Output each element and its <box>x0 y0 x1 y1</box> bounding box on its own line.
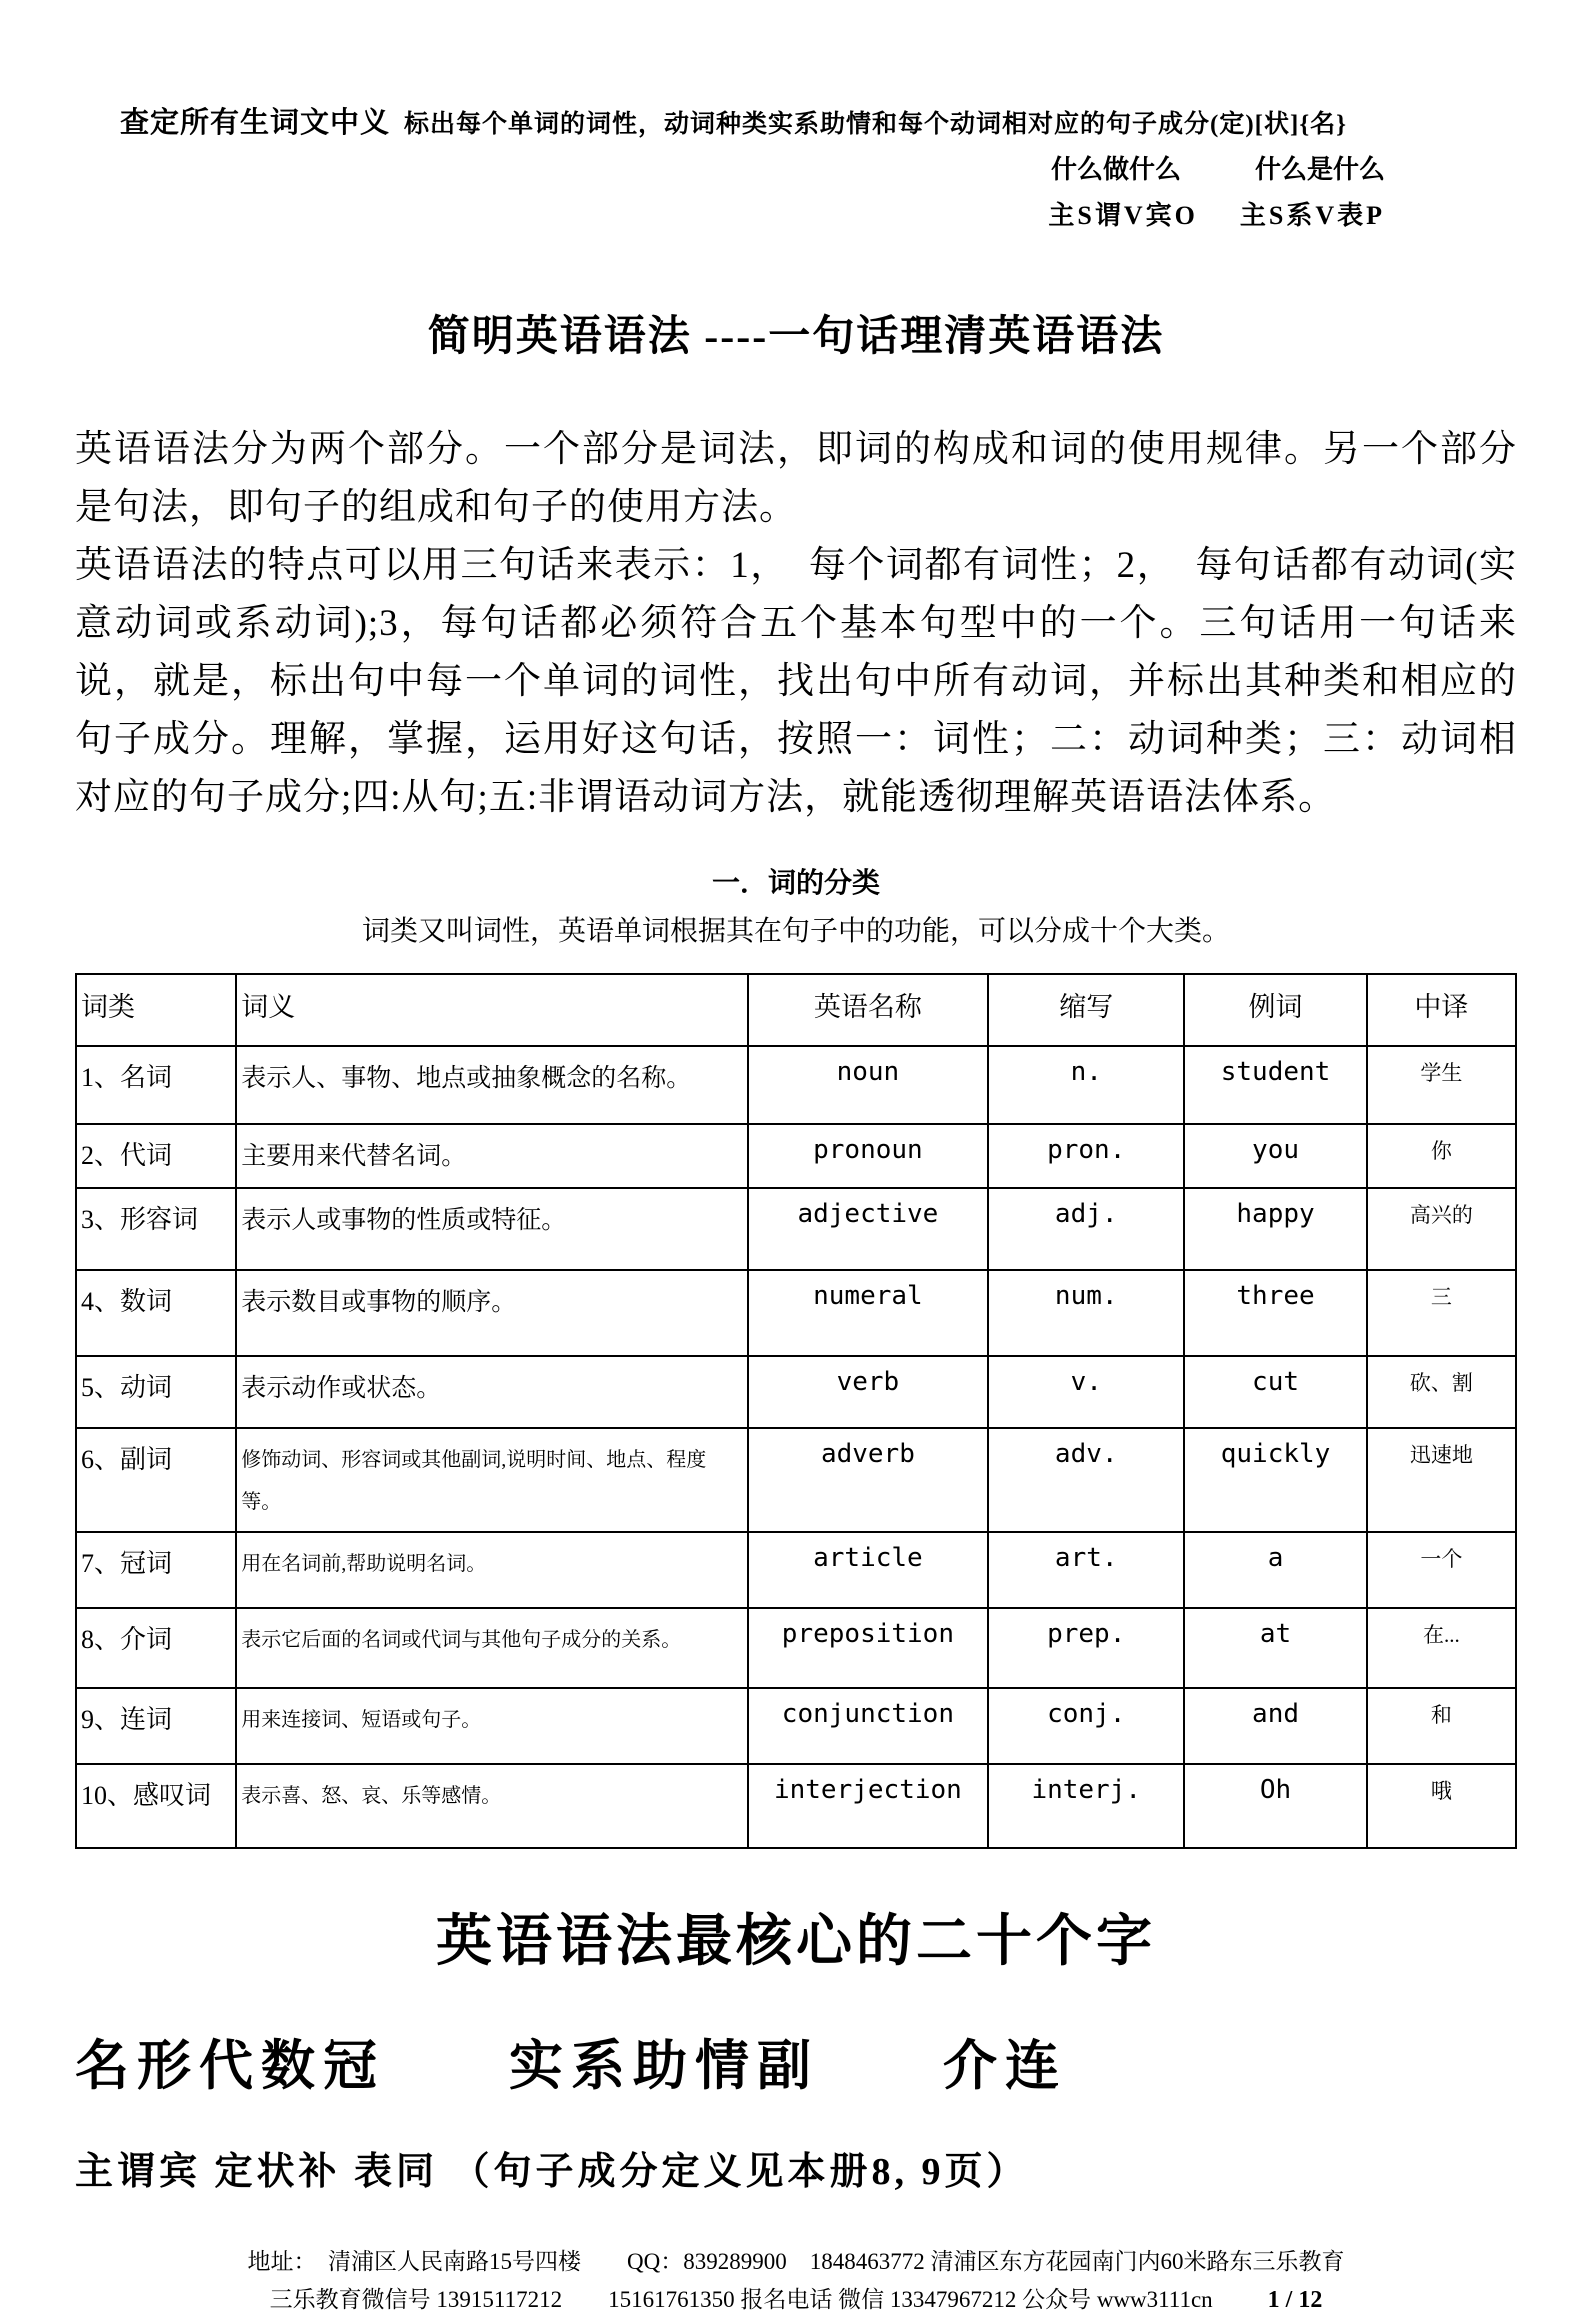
annotation-line-2 <box>75 147 1385 193</box>
column-header: 词类 <box>76 974 236 1046</box>
table-cell: num. <box>988 1270 1184 1356</box>
table-cell: pronoun <box>748 1124 988 1188</box>
table-row <box>76 1124 1516 1188</box>
table-row <box>76 1046 1516 1124</box>
annotation-rest: 标出每个单词的词性，动词种类实系助情和每个动词相对应的句子成分(定)[状]{名} <box>404 111 1348 138</box>
table-cell: 表示喜、怒、哀、乐等感情。 <box>236 1764 747 1848</box>
column-header: 中译 <box>1367 974 1516 1046</box>
page-title: 简明英语语法 ----一句话理清英语语法 <box>427 314 1165 360</box>
table-cell: quickly <box>1184 1428 1366 1532</box>
table-row <box>76 1764 1516 1848</box>
table-cell: at <box>1184 1608 1366 1688</box>
table-cell: 学生 <box>1367 1046 1516 1124</box>
table-row <box>76 1270 1516 1356</box>
footer-line-2 <box>75 2281 1517 2319</box>
table-cell: 表示动作或状态。 <box>236 1356 747 1428</box>
table-cell: 5、动词 <box>76 1356 236 1428</box>
table-cell: art. <box>988 1532 1184 1608</box>
table-cell: and <box>1184 1688 1366 1764</box>
table-cell: cut <box>1184 1356 1366 1428</box>
table-cell: interjection <box>748 1764 988 1848</box>
table-cell: 哦 <box>1367 1764 1516 1848</box>
table-cell: 和 <box>1367 1688 1516 1764</box>
table-row <box>76 1688 1516 1764</box>
table-cell: 表示数目或事物的顺序。 <box>236 1270 747 1356</box>
page-number: 1 / 12 <box>1267 2287 1323 2314</box>
footer-line-1: 地址： 清浦区人民南路15号四楼 QQ：839289900 1848463772 清浦区东方花园南门内60米路东三乐教育 <box>247 2249 1345 2275</box>
core-line-1: 名形代数冠 实系助情副 介连 <box>75 2036 1067 2097</box>
table-cell: Oh <box>1184 1764 1366 1848</box>
annotation-right-block <box>75 147 1517 239</box>
table-cell: three <box>1184 1270 1366 1356</box>
intro-paragraphs <box>75 421 1517 827</box>
table-cell: verb <box>748 1356 988 1428</box>
table-cell: 主要用来代替名词。 <box>236 1124 747 1188</box>
what-is-what: 什么是什么 <box>1254 155 1385 184</box>
svp-pattern: 主S系V表P <box>1239 201 1385 230</box>
table-cell: 1、名词 <box>76 1046 236 1124</box>
column-header: 缩写 <box>988 974 1184 1046</box>
annotation-lead: 查定所有生词文中义 <box>120 107 391 139</box>
table-cell: 表示人或事物的性质或特征。 <box>236 1188 747 1270</box>
pos-table-head <box>76 974 1516 1046</box>
table-cell: preposition <box>748 1608 988 1688</box>
table-cell: adj. <box>988 1188 1184 1270</box>
annotation-line-3 <box>75 193 1385 239</box>
table-cell: 在... <box>1367 1608 1516 1688</box>
table-cell: a <box>1184 1532 1366 1608</box>
column-header: 词义 <box>236 974 747 1046</box>
table-row <box>76 1428 1516 1532</box>
table-cell: pron. <box>988 1124 1184 1188</box>
table-cell: adverb <box>748 1428 988 1532</box>
table-row <box>76 1608 1516 1688</box>
table-cell: conjunction <box>748 1688 988 1764</box>
table-cell: noun <box>748 1046 988 1124</box>
core-twenty-title: 英语语法最核心的二十个字 <box>436 1910 1156 1973</box>
section-heading: 一．词的分类 <box>711 868 880 899</box>
table-cell: 9、连词 <box>76 1688 236 1764</box>
table-row <box>76 1532 1516 1608</box>
what-does-what: 什么做什么 <box>1050 155 1181 184</box>
table-cell: 7、冠词 <box>76 1532 236 1608</box>
annotation-line-1 <box>75 100 1517 141</box>
table-cell: n. <box>988 1046 1184 1124</box>
table-cell: 你 <box>1367 1124 1516 1188</box>
table-cell: you <box>1184 1124 1366 1188</box>
table-cell: 高兴的 <box>1367 1188 1516 1270</box>
table-cell: 用来连接词、短语或句子。 <box>236 1688 747 1764</box>
table-cell: article <box>748 1532 988 1608</box>
table-row <box>76 1356 1516 1428</box>
table-cell: 4、数词 <box>76 1270 236 1356</box>
column-header: 例词 <box>1184 974 1366 1046</box>
table-header-row <box>76 974 1516 1046</box>
table-cell: conj. <box>988 1688 1184 1764</box>
table-cell: 6、副词 <box>76 1428 236 1532</box>
core-line-2: 主谓宾 定状补 表同 （句子成分定义见本册8, 9页） <box>75 2151 1029 2194</box>
table-cell: 8、介词 <box>76 1608 236 1688</box>
table-cell: prep. <box>988 1608 1184 1688</box>
table-cell: 10、感叹词 <box>76 1764 236 1848</box>
section-subheading: 词类又叫词性，英语单词根据其在句子中的功能，可以分成十个大类。 <box>361 916 1230 947</box>
table-cell: 迅速地 <box>1367 1428 1516 1532</box>
table-cell: student <box>1184 1046 1366 1124</box>
table-cell: adv. <box>988 1428 1184 1532</box>
svo-pattern: 主S谓V宾O <box>1048 201 1198 230</box>
table-cell: interj. <box>988 1764 1184 1848</box>
top-annotation <box>75 100 1517 239</box>
intro-paragraph-2: 英语语法的特点可以用三句话来表示：1， 每个词都有词性；2， 每句话都有动词(实意动词或系动词);3，每句话都必须符合五个基本句型中的一个。三句话用一句话来说，就是，标出句中每一个单词的词性，找出句中所有动词，并标出其种类和相应的句子成分。理解，掌握，运用好这句话，按照一：词性；二：动词种类；三：动词相对应的句子成分;四:从句;五:非谓语动词方法，就能透彻理解英语语法体系。 <box>75 545 1517 818</box>
table-cell: 砍、割 <box>1367 1356 1516 1428</box>
table-cell: numeral <box>748 1270 988 1356</box>
table-cell: 2、代词 <box>76 1124 236 1188</box>
pos-table-body <box>76 1046 1516 1848</box>
column-header: 英语名称 <box>748 974 988 1046</box>
table-cell: 一个 <box>1367 1532 1516 1608</box>
table-cell: 用在名词前,帮助说明名词。 <box>236 1532 747 1608</box>
table-cell: adjective <box>748 1188 988 1270</box>
table-cell: 修饰动词、形容词或其他副词,说明时间、地点、程度等。 <box>236 1428 747 1532</box>
table-cell: happy <box>1184 1188 1366 1270</box>
intro-paragraph-1: 英语语法分为两个部分。一个部分是词法，即词的构成和词的使用规律。另一个部分是句法，即句子的组成和句子的使用方法。 <box>75 429 1517 528</box>
footer-contact-text: 三乐教育微信号 13915117212 15161761350 报名电话 微信 13347967212 公众号 www3111cn <box>269 2287 1213 2313</box>
table-cell: 表示它后面的名词或代词与其他句子成分的关系。 <box>236 1608 747 1688</box>
table-cell: 表示人、事物、地点或抽象概念的名称。 <box>236 1046 747 1124</box>
table-cell: 3、形容词 <box>76 1188 236 1270</box>
table-row <box>76 1188 1516 1270</box>
pos-table <box>75 973 1517 1849</box>
page-footer <box>75 2243 1517 2319</box>
table-cell: v. <box>988 1356 1184 1428</box>
table-cell: 三 <box>1367 1270 1516 1356</box>
